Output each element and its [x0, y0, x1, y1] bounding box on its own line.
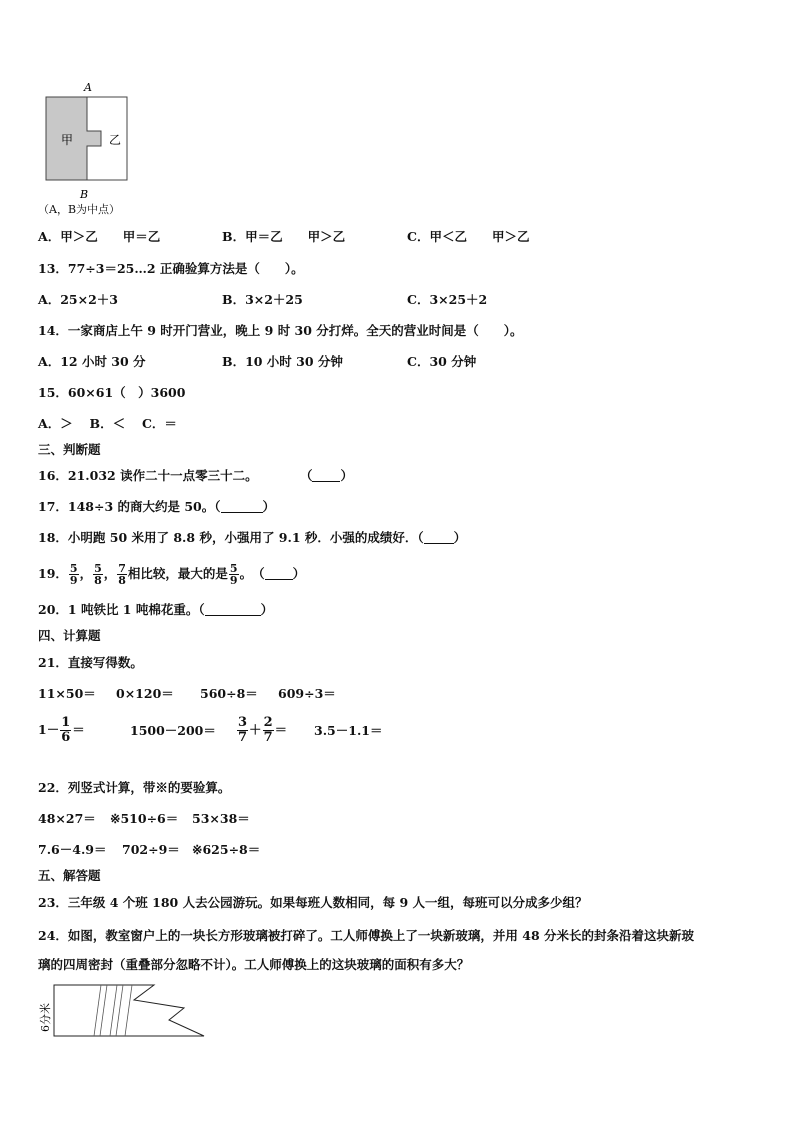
q20-question — [38, 602, 273, 618]
q19-sep: ， — [103, 566, 117, 581]
q17-question — [38, 499, 275, 515]
q19-mid-text: 相比较，最大的是 — [127, 566, 228, 581]
q22-item-3: 53×38＝ — [192, 811, 250, 826]
q19-question — [38, 561, 305, 587]
q19-answer-blank[interactable] — [265, 567, 293, 580]
q13-question: 13．77÷3＝25…2 正确验算方法是（ ）。 — [38, 261, 304, 276]
q12-option-b: B．甲＝乙 甲＞乙 — [222, 229, 346, 244]
q17-text: 17．148÷3 的商大约是 50。（ — [38, 499, 221, 514]
fig-height-label: 6分米 — [39, 1003, 52, 1032]
q16-text: 16．21.032 读作二十一点零三十二。 — [38, 468, 258, 483]
q17-paren-close: ） — [262, 499, 276, 514]
q19-fraction-3: $\frac{7}{8}$ — [118, 562, 126, 587]
q19-tail: 。 （ — [239, 566, 265, 581]
q18-paren-close: ） — [453, 530, 467, 545]
q19-paren-close: ） — [292, 566, 306, 581]
q21-item-7: $\frac{3}{7}$ ＋ $\frac{2}{7}$ ＝ — [238, 715, 288, 745]
q19-sep: ， — [79, 566, 93, 581]
q22-item-1: 48×27＝ — [38, 811, 96, 826]
q23-question: 23．三年级 4 个班 180 人去公园游玩。如果每班人数相同，每 9 人一组，每班可以分成多少组？ — [38, 895, 588, 910]
label-jia: 甲 — [61, 133, 74, 147]
q21-item-6: 1500－200＝ — [130, 723, 216, 738]
q15-options: A．＞ B．＜ C．＝ — [38, 416, 177, 431]
q19-number: 19． — [38, 566, 68, 581]
q21-item-2: 0×120＝ — [116, 686, 174, 701]
q15-question: 15．60×61（ ）3600 — [38, 385, 186, 400]
label-yi: 乙 — [109, 133, 122, 147]
q21-item-3: 560÷8＝ — [200, 686, 258, 701]
q14-option-c: C．30 分钟 — [407, 354, 477, 369]
section4-title: 四、计算题 — [38, 628, 101, 643]
q16-paren-close: ） — [340, 468, 353, 483]
figure-jia-yi-square — [36, 78, 146, 218]
section5-title: 五、解答题 — [38, 868, 101, 883]
glass-outline — [54, 985, 204, 1036]
q24-question-line1: 24．如图，教室窗户上的一块长方形玻璃被打碎了。工人师傅换上了一块新玻璃，并用 48 分米长的封条沿着这块新玻 — [38, 928, 694, 943]
q17-answer-blank[interactable] — [221, 500, 263, 513]
q22-item-4: 7.6－4.9＝ — [38, 842, 107, 857]
q19-fraction-1: $\frac{5}{9}$ — [69, 562, 78, 587]
q22-item-6: ※625÷8＝ — [192, 842, 261, 857]
q13-option-c: C．3×25＋2 — [407, 292, 488, 307]
label-a: A — [84, 81, 92, 94]
q18-question — [38, 530, 466, 546]
q22-item-2: ※510÷6＝ — [110, 811, 179, 826]
q22-item-5: 702÷9＝ — [122, 842, 180, 857]
q16-question — [38, 468, 353, 484]
q21-item-4: 609÷3＝ — [278, 686, 336, 701]
q14-option-b: B．10 小时 30 分钟 — [222, 354, 343, 369]
q21-item-8: 3.5－1.1＝ — [314, 723, 383, 738]
q14-question: 14．一家商店上午 9 时开门营业，晚上 9 时 30 分打烊。全天的营业时间是（ ）。 — [38, 323, 523, 338]
q18-answer-blank[interactable] — [424, 531, 454, 544]
q13-option-b: B．3×2＋25 — [222, 292, 303, 307]
q12-option-a: A．甲＞乙 甲＝乙 — [38, 229, 161, 244]
figure1-caption: （A，B为中点） — [38, 203, 121, 216]
figure-broken-glass — [34, 980, 214, 1042]
q24-question-line2: 璃的四周密封（重叠部分忽略不计）。工人师傅换上的这块玻璃的面积有多大？ — [38, 957, 470, 972]
q16-answer-blank[interactable] — [312, 469, 340, 482]
q18-text: 18．小明跑 50 米用了 8.8 秒，小强用了 9.1 秒．小强的成绩好．（ — [38, 530, 424, 545]
q21-item-5: 1－ $\frac{1}{6}$ ＝ — [38, 715, 85, 745]
q16-paren-open: （ — [299, 468, 313, 483]
q20-answer-blank[interactable] — [205, 603, 261, 616]
q20-text: 20．1 吨铁比 1 吨棉花重。（ — [38, 602, 205, 617]
q14-option-a: A．12 小时 30 分 — [38, 354, 146, 369]
section3-title: 三、判断题 — [38, 442, 101, 457]
q19-fraction-2: $\frac{5}{8}$ — [94, 562, 102, 587]
q13-option-a: A．25×2＋3 — [38, 292, 118, 307]
label-b: B — [80, 188, 89, 201]
q22-question: 22．列竖式计算，带※的要验算。 — [38, 780, 231, 795]
q19-fraction-4: $\frac{5}{9}$ — [229, 562, 238, 587]
q12-option-c: C．甲＜乙 甲＞乙 — [407, 229, 530, 244]
q20-paren-close: ） — [260, 602, 274, 617]
q21-item-1: 11×50＝ — [38, 686, 96, 701]
q21-question: 21．直接写得数。 — [38, 655, 143, 670]
